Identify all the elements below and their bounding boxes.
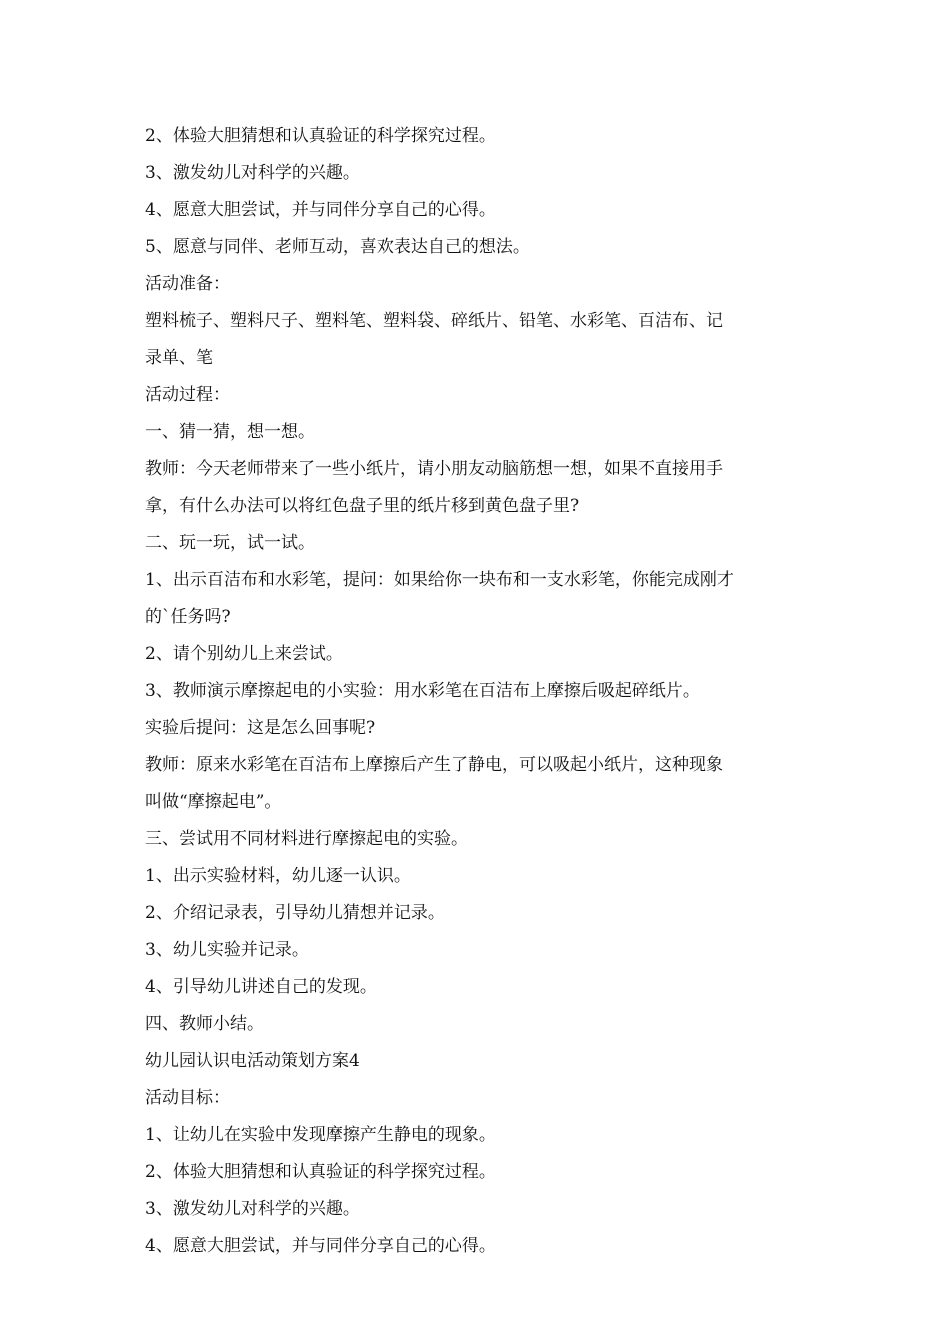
text-line: 4、引导幼儿讲述自己的发现。 xyxy=(145,977,377,997)
text-line: 1、出示百洁布和水彩笔，提问：如果给你一块布和一支水彩笔，你能完成刚才 xyxy=(145,570,734,590)
section-heading: 活动过程： xyxy=(145,385,230,405)
text-line: 2、请个别幼儿上来尝试。 xyxy=(145,644,343,664)
text-line: 实验后提问：这是怎么回事呢? xyxy=(145,718,376,738)
text-line: 教师：原来水彩笔在百洁布上摩擦后产生了静电，可以吸起小纸片，这种现象 xyxy=(145,755,723,775)
text-line: 叫做“摩擦起电”。 xyxy=(145,792,282,812)
text-line: 4、愿意大胆尝试，并与同伴分享自己的心得。 xyxy=(145,200,496,220)
text-line: 塑料梳子、塑料尺子、塑料笔、塑料袋、碎纸片、铅笔、水彩笔、百洁布、记 xyxy=(145,311,723,331)
text-line: 3、激发幼儿对科学的兴趣。 xyxy=(145,163,360,183)
text-line: 4、愿意大胆尝试，并与同伴分享自己的心得。 xyxy=(145,1236,496,1256)
text-line: 3、幼儿实验并记录。 xyxy=(145,940,309,960)
section-heading: 活动目标： xyxy=(145,1088,230,1108)
text-line: 教师：今天老师带来了一些小纸片，请小朋友动脑筋想一想，如果不直接用手 xyxy=(145,459,723,479)
text-line: 2、介绍记录表，引导幼儿猜想并记录。 xyxy=(145,903,445,923)
step-heading: 三、尝试用不同材料进行摩擦起电的实验。 xyxy=(145,829,468,849)
text-line: 录单、笔 xyxy=(145,348,213,368)
text-line: 的`任务吗? xyxy=(145,607,231,627)
text-line: 2、体验大胆猜想和认真验证的科学探究过程。 xyxy=(145,126,496,146)
text-line: 1、出示实验材料，幼儿逐一认识。 xyxy=(145,866,411,886)
text-line: 3、教师演示摩擦起电的小实验：用水彩笔在百洁布上摩擦后吸起碎纸片。 xyxy=(145,681,700,701)
text-line: 3、激发幼儿对科学的兴趣。 xyxy=(145,1199,360,1219)
section-heading: 活动准备： xyxy=(145,274,230,294)
text-line: 拿，有什么办法可以将红色盘子里的纸片移到黄色盘子里? xyxy=(145,496,580,516)
text-line: 5、愿意与同伴、老师互动，喜欢表达自己的想法。 xyxy=(145,237,530,257)
plan-title: 幼儿园认识电活动策划方案4 xyxy=(145,1051,360,1071)
step-heading: 二、玩一玩，试一试。 xyxy=(145,533,315,553)
document-body xyxy=(145,118,810,1265)
text-line: 1、让幼儿在实验中发现摩擦产生静电的现象。 xyxy=(145,1125,496,1145)
step-heading: 四、教师小结。 xyxy=(145,1014,264,1034)
step-heading: 一、猜一猜，想一想。 xyxy=(145,422,315,442)
text-line: 2、体验大胆猜想和认真验证的科学探究过程。 xyxy=(145,1162,496,1182)
